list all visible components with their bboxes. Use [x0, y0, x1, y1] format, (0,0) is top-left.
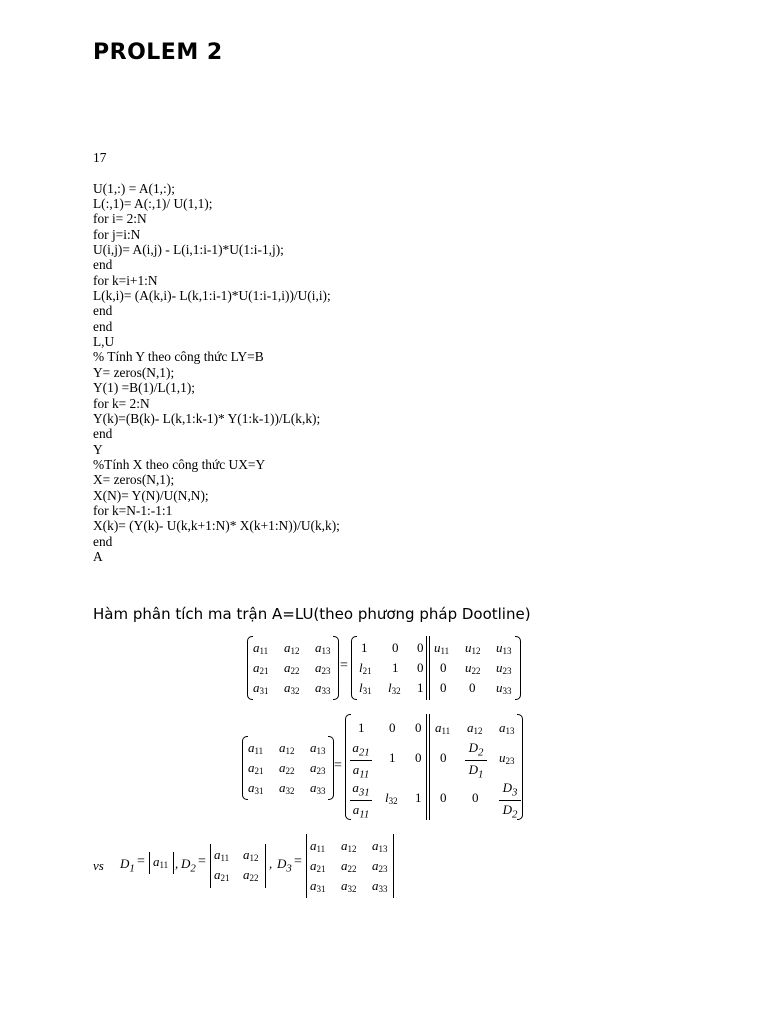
code-line: L(k,i)= (A(k,i)- L(k,1:i-1)*U(1:i-1,i))/U(i,i); — [93, 288, 331, 304]
code-line: Y — [93, 441, 103, 457]
page-title: PROLEM 2 — [93, 40, 223, 65]
code-line: Y= zeros(N,1); — [93, 364, 175, 380]
code-line: L(:,1)= A(:,1)/ U(1,1); — [93, 196, 213, 212]
code-line: L,U — [93, 334, 115, 350]
code-line: for k=i+1:N — [93, 272, 158, 288]
code-line: end — [93, 318, 113, 334]
det-d3: $a_{11}$ $a_{12}$ $a_{13}$ $a_{21}$ $a_{22}$ $a_{23}$ $a_{31}$ $a_{32}$ $a_{33}$ — [306, 834, 394, 898]
code-line: for j=i:N — [93, 226, 141, 242]
matrix-a-2: $a_{11}$ $a_{12}$ $a_{13}$ $a_{21}$ $a_{22}$ $a_{23}$ $a_{31}$ $a_{32}$ $a_{33}$ — [242, 736, 334, 800]
code-line: U(i,j)= A(i,j) - L(i,1:i-1)*U(1:i-1,j); — [93, 242, 284, 258]
code-line: % Tính Y theo công thức LY=B — [93, 349, 264, 365]
det-d1: $a_{11}$ — [149, 852, 174, 874]
equals-sign: = — [340, 658, 348, 673]
code-line: X= zeros(N,1); — [93, 472, 175, 488]
code-line: for k=N-1:-1:1 — [93, 502, 173, 518]
code-block — [93, 150, 340, 564]
matrix-u-2: $a_{11}$ $a_{12}$ $a_{13}$ 0 $D_2$ $D_1$ $u_{23}$ 0 0 $D_3$ $D_2$ — [429, 714, 523, 820]
det-d2: $a_{11}$ $a_{12}$ $a_{21}$ $a_{22}$ — [210, 844, 266, 888]
matrix-l: 1 0 0 $l_{21}$ 1 0 $l_{31}$ $l_{32}$ 1 — [351, 636, 427, 700]
code-line: X(k)= (Y(k)- U(k,k+1:N)* X(k+1:N))/U(k,k); — [93, 518, 340, 534]
formula-lu-determinants — [242, 714, 527, 820]
matrix-u: $u_{11}$ $u_{12}$ $u_{13}$ 0 $u_{22}$ $u_{23}$ 0 0 $u_{33}$ — [429, 636, 521, 700]
code-line: Y(k)=(B(k)- L(k,1:k-1)* Y(1:k-1))/L(k,k); — [93, 410, 321, 426]
code-line: end — [93, 303, 113, 319]
equals-sign-2: = — [334, 758, 342, 773]
code-line: A — [93, 548, 103, 564]
formula-determinants: vs $D_1$ = $a_{11}$ , $D_2$ = $a_{11}$ $a_{12}$ $a_{21}$ $a_{22}$ , $D_3$ = $a_{11}$ $a_{12}$ $a_{13}$ $a_{21}$ $a_{22}$ $a_{23}$ $a_{31}$ $a_{32}$ $a_{33}$ — [93, 834, 403, 898]
code-line: %Tính X theo công thức UX=Y — [93, 456, 266, 472]
code-line: Y(1) =B(1)/L(1,1); — [93, 380, 196, 396]
section-heading: Hàm phân tích ma trận A=LU(theo phương pháp Dootline) — [93, 605, 531, 623]
code-line: 17 — [93, 150, 107, 165]
matrix-l-2: 1 0 0 $a_{21}$ $a_{11}$ 1 0 $a_{31}$ $a_{11}$ $l_{32}$ 1 — [345, 714, 427, 820]
code-line — [93, 165, 340, 180]
code-line: U(1,:) = A(1,:); — [93, 180, 175, 196]
code-line: end — [93, 533, 113, 549]
matrix-a: $a_{11}$ $a_{12}$ $a_{13}$ $a_{21}$ $a_{22}$ $a_{23}$ $a_{31}$ $a_{32}$ $a_{33}$ — [247, 636, 339, 700]
code-line: end — [93, 257, 113, 273]
code-line: for i= 2:N — [93, 211, 147, 227]
code-line: for k= 2:N — [93, 395, 150, 411]
code-line: end — [93, 426, 113, 442]
code-line: X(N)= Y(N)/U(N,N); — [93, 487, 209, 503]
formula-lu-basic — [247, 636, 522, 700]
vs-label: vs — [93, 858, 104, 873]
